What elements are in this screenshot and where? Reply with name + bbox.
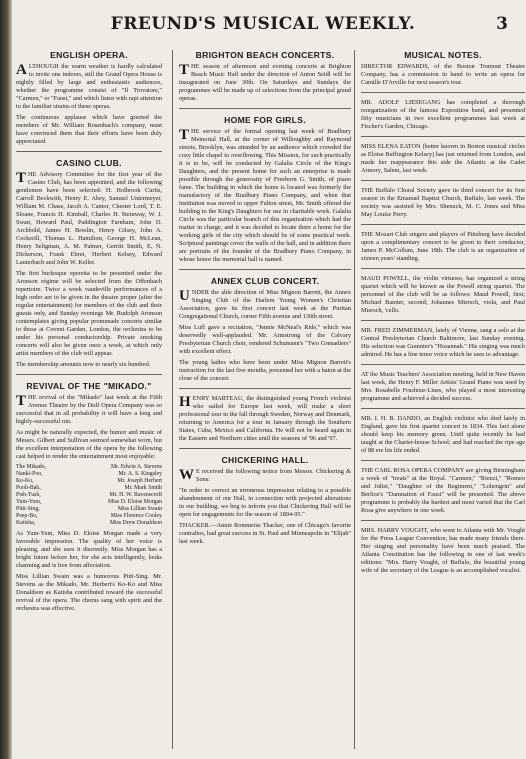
musical-note-item: MR. ADOLF LIESEGANG has completed a thorough reorganization of the famous Exposition band, and presented fifty musicians in two excellent programmes last week at Fischer's Garden, Chicago. — [361, 99, 525, 130]
section-divider — [179, 388, 351, 389]
musical-note-item: MR. FRED ZIMMERMAN, lately of Vienna, sang a solo at the Central Presbyterian Church Baltimore, last Sunday evening. His selection was Grannier's "Hosannah." His singing was much admired. He has a fine tenor voice which he uses to advantage. — [361, 327, 525, 358]
musical-note-item: THE Buffalo Choral Society gave its third concert for its first season in the Emanuel Baptist Church, Buffalo, last week. The society was assisted by Mrs. Shenuck, M. C. Jones and Miss May Louise Perry. — [361, 187, 525, 218]
cast-row — [16, 492, 162, 499]
column-1 — [16, 50, 162, 749]
article-body-chickering-1 — [179, 468, 351, 484]
article-body-annex-2: Miss Luff gave a recitation, "Jennie McNeal's Ride," which was deservedly well-applauded. Mr. Armstrong of the Calvary Presbyterian Church choir, rendered Schumann's "Two Grenadiers" with excellent effect. — [179, 324, 351, 355]
article-title-musical-notes: MUSICAL NOTES. — [404, 50, 482, 60]
cast-row — [16, 520, 162, 527]
article-body-mikado-4: Miss Lillian Swain was a humorous Pitti-Sing. Mr. Stevens as the Mikado, Mr. Herbert's Ko-Ko and Miss Donaldson as Katisha contributed toward the successful revival of the opera. The chorus sang with spirit and the orchestra was effective. — [16, 573, 162, 612]
cast-row — [16, 471, 162, 478]
cast-role: Peep-Bo, — [16, 513, 38, 519]
cast-actor: Miss D. Eloise Morgan — [108, 499, 162, 505]
section-divider — [179, 448, 351, 449]
drop-cap: T — [16, 170, 27, 186]
cast-row — [16, 485, 162, 492]
cast-role: Pooh-Bah, — [16, 485, 41, 491]
article-body-annex-1 — [179, 289, 351, 321]
page-header — [12, 12, 514, 42]
article-body-casino-club-2: The first burlesque operetta to be presented under the Aronson régime will be selected from the Offenbach repertoire. Twice a week vaudeville performances of a high order are to be given in the theatre proper (after the regular entertainment) for members of the club and their guests only, and Sunday evenings Mr. Rudolph Aronson contemplates giving popular promenade concerts similar to those at Covent Garden, London, the orchestra to be under his personal conductorship. Private smoking concerts will also be given once a week, at which only artist members of the club will appear. — [16, 270, 162, 357]
article-body-chickering-3: THACKER.—Annie Rommeiss Thacker, one of Chicago's favorite contraltos, had great success in St. Paul and Minneapolis in "Elijah" last week. — [179, 522, 351, 545]
article-title-home-for-girls: HOME FOR GIRLS. — [224, 115, 306, 125]
article-title-brighton: BRIGHTON BEACH CONCERTS. — [195, 50, 335, 60]
article-body-casino-club-3: The membership amounts now to nearly six hundred. — [16, 361, 151, 368]
drop-cap: T — [179, 127, 190, 143]
article-title-casino-club: CASINO CLUB. — [56, 158, 122, 168]
cast-actor: Mr. Joseph Herbert — [117, 478, 162, 484]
drop-cap: A — [16, 62, 27, 78]
note-divider — [361, 92, 525, 93]
note-divider — [361, 268, 525, 269]
article-body-casino-club-1 — [16, 171, 162, 267]
musical-note-item: MAUD POWELL, the violin virtuoso, has organized a string quartet which will be known as the Powell string quartet. The personnel of the club will be as follows: Maud Powell, first; Michael Banner, second; Johannes Miersch, viola, and Paul Miersch, 'cello. — [361, 275, 525, 314]
paragraph-text: HE Advisory Committee for the first year of the Casino Club, has been appointed, and the following gentlemen have been selected: H. Holbrook Curtis, Carroll Beckwith, Henry E. Abey, Samuel Untermeyer, William M. Chase, Jacob A. Cantor, Chester Lord, T. E. Sloane, Francis H. Kimball, Charles H. Steinway, W. J. Swan, Howard Paul, Paddington Farnham, John D. Archbold, James H. Breslin, Henry Gilsey, John A. Cockerill, Thomas L. Hamilton, George H. McLean, Henry Seligman, A. M. Palmer, Gerritt Smith, E. N. Dickerson, Frank Ebret, Herbert Kelsey, Edward Lauterbach and John W. Keller. — [16, 171, 162, 266]
cast-row — [16, 506, 162, 513]
article-body-english-opera-2: The continuous applause which have greeted the members of Mr. William Rosenbach's company, must have convinced them that their efforts have been duly appreciated. — [16, 114, 162, 145]
musical-note-item: AT the Music Teachers' Association meeting, held in New Haven last week, the Henry F. Miller Artists' Grand Piano was used by Mrs. Rosabelle Frushour-Lines, who played a most interesting programme and achieved a decided success. — [361, 371, 525, 402]
note-divider — [361, 180, 525, 181]
note-divider — [361, 520, 525, 521]
page-number: 3 — [496, 14, 508, 34]
cast-actor: Mr. H. W. Ravenscroft — [109, 492, 162, 498]
cast-role: Pish-Tush, — [16, 492, 41, 498]
cast-actor: Mr. Edwin A. Stevens — [110, 464, 162, 470]
paragraph-text: HE service of the formal opening last week of Bradbury Memorial Hall, at the corner of Willoughby and Raymond streets, Brooklyn, was attended by an audience which crowded the cozy little chapel to overflowing. This Mission, for such practically it is to be, will be conducted by Galalia Circle of the King's Daughters, and the present home for such an enterprise is made possible through the generosity of Freeborn G. Smith, of piano fame. The building in which the home is located was formerly the manufactory of the Bradbury Piano Company, and when that institution was moved to upper Fulton street, Mr. Smith offered the building to the King's Daughters for use in charitable work. Galalia Circle was the particular branch of this organization which had the matter in charge, and it was decided to locate there a home for the working girls of the city which should be of some practical work. Scriptural paintings cover the walls of the hall, and in addition there are portraits of the founder of the Bradbury Piano Company, in whose honor the memorial hall is named. — [179, 128, 351, 263]
article-body-chickering-2: "In order to correct an erroneous impression relating to a possible abandonment of our Hall, in connection with projected alterations in our building, we beg to inform you that Chickering Hall will be open for engagements for the season of 1894-95." — [179, 487, 351, 518]
cast-actor: Mr. A. S. Kingsley — [118, 471, 162, 477]
article-body-annex-3: The young ladies who have been under Miss Mignon Barrett's instruction for the last five months, presented her with a baton at the close of the concert. — [179, 359, 351, 382]
note-divider — [361, 460, 525, 461]
article-title-mikado: REVIVAL OF THE "MIKADO." — [26, 381, 152, 391]
drop-cap: U — [179, 288, 190, 304]
article-body-home-for-girls — [179, 128, 351, 264]
paragraph-text: ENRY MARTEAU, the distinguished young French violinist who sailed for Europe last week, will make a short professional tour in the fall through Sweden, Norway and Denmark, returning to America for a tour in January through the Southern States, Cuba, Mexico and California. He will not be heard again in the Eastern and Northern cities until the seasons of '96 and '97. — [179, 395, 351, 442]
drop-cap: H — [179, 394, 191, 410]
section-divider — [16, 374, 162, 375]
cast-row — [16, 513, 162, 520]
drop-cap: W — [179, 467, 194, 483]
cast-role: Ko-Ko, — [16, 478, 34, 484]
cast-role: The Mikado, — [16, 464, 46, 470]
paragraph-text: E received the following notice from Messrs. Chickering & Sons: — [196, 468, 351, 483]
paragraph-text: HE season of afternoon and evening concerts at Brighton Beach Music Hall under the direction of Anton Seidl will be inaugurated on June 30th. On Saturdays and Sundays the programmes will be made up of selections from the principal grand operas. — [179, 63, 351, 102]
note-divider — [361, 364, 525, 365]
musical-note-item: THE CARL ROSA OPERA COMPANY are giving Birmingham a week of "treats" at the Royal. "Carmen," "Rienzi," "Romeo and Juliet," "Daughter of the Regiment," "Lohengrin" and Berlioz's "Damnation of Faust" will be presented. The above programme is probably the hardest and most varied that the Carl Rosa give anywhere in one week. — [361, 467, 525, 514]
musical-note-item: THE Mozart Club singers and players of Pittsburg have decided upon a complimentary concert to be given to their conductor, James P. McCollum, June 18th. The club is an organization of sixteen years' standing. — [361, 231, 525, 262]
note-divider — [361, 320, 525, 321]
drop-cap: T — [16, 393, 27, 409]
musical-note-item: DIRECTOR EDWARDS, of the Boston Tremont Theatre Company, has a commission in hand to write an opera for Camille D'Arville for next season's tour. — [361, 63, 525, 86]
article-body-marteau — [179, 395, 351, 443]
article-title-english-opera: ENGLISH OPERA. — [50, 50, 128, 60]
paragraph-text: HE revival of the "Mikado" last week at the Fifth Avenue Theatre by the Duff Opera Company was so successful that in all probability it will have a long and highly-successful run. — [16, 394, 162, 425]
cast-role: Pitti-Sing, — [16, 506, 40, 512]
cast-actor: Miss Drew Donaldson — [109, 520, 162, 526]
article-body-mikado-3: As Yum-Yum, Miss D. Eloise Morgan made a very favorable impression. The quality of her voice is pleasing, and she uses it discreetly. Miss Morgan has a bright future before her, for she acts intelligently, looks charming and is free from affectation. — [16, 530, 162, 569]
column-3 — [354, 50, 525, 749]
cast-row — [16, 478, 162, 485]
musical-note-item: MR. I. H. B. DANDO, an English violinist who died lately in England, gave his first quartet concert in 1834. This fact alone should keep his memory green. Until quite recently he had taught at the Charter-house School; and had reached the ripe age of 88 ere his life ended. — [361, 415, 525, 454]
article-body-mikado-2: As might be naturally expected, the humor and music of Messrs. Gilbert and Sullivan seemed somewhat worn, but the excellent interpretation of the opera by the following cast helped to render the entertainment most enjoyable: — [16, 429, 162, 460]
article-title-annex: ANNEX CLUB CONCERT. — [210, 276, 320, 286]
cast-row — [16, 464, 162, 471]
article-title-chickering: CHICKERING HALL. — [221, 455, 309, 465]
note-divider — [361, 408, 525, 409]
cast-role: Yum-Yum, — [16, 499, 42, 505]
paragraph-text: LTHOUGH the warm weather is hardly calculated to invite one indoors, still the Grand Opera House is nightly filled by large and enthusiastic audiences, whether the programme consist of "Il Trovatore," "Carmen," or "Faust," and which listen with rapt attention to the familiar strains of these operas. — [16, 63, 162, 110]
column-2 — [172, 50, 351, 749]
musical-note-item: MISS ELENA EATON (better known in Boston musical circles as Eloise Buffington Kelsey) has just returned from London, and made her reappearance this side the Atlantic at the Cadet Armory, Salem, last week. — [361, 143, 525, 174]
cast-actor: Mr. Mark Smith — [124, 485, 162, 491]
section-divider — [16, 151, 162, 152]
cast-actor: Miss Lillian Swain — [117, 506, 162, 512]
cast-row — [16, 499, 162, 506]
drop-cap: T — [179, 62, 190, 78]
cast-role: Katisha, — [16, 520, 36, 526]
page-binding-shadow — [0, 0, 12, 759]
cast-actor: Miss Florence Cooley — [110, 513, 162, 519]
masthead-title: FREUND'S MUSICAL WEEKLY. — [110, 14, 416, 34]
section-divider — [179, 108, 351, 109]
section-divider — [179, 269, 351, 270]
article-body-mikado-1 — [16, 394, 162, 426]
article-body-brighton — [179, 63, 351, 103]
note-divider — [361, 224, 525, 225]
paragraph-text: NDER the able direction of Miss Mignon Barrett, the Annex Singing Club of the Harlem Young Women's Christian Association, gave its first concert last week at the Puritan Congregational Church, corner Fifth avenue and 130th street. — [179, 289, 351, 320]
cast-list — [16, 464, 162, 527]
article-body-english-opera-1 — [16, 63, 162, 111]
musical-note-item: MRS. HARRY VOUGHT, who went to Atlanta with Mr. Vought for the Press League Convention, has made many friends there. Her singing and personality have been much praised. The Atlanta Constitution has the following in one of last week's editions: "Mrs. Harry Vought, of Buffalo, the beautiful young wife of the secretary of the League is an accomplished vocalist. — [361, 527, 525, 574]
note-divider — [361, 136, 525, 137]
cast-role: Nanki-Poo, — [16, 471, 43, 477]
